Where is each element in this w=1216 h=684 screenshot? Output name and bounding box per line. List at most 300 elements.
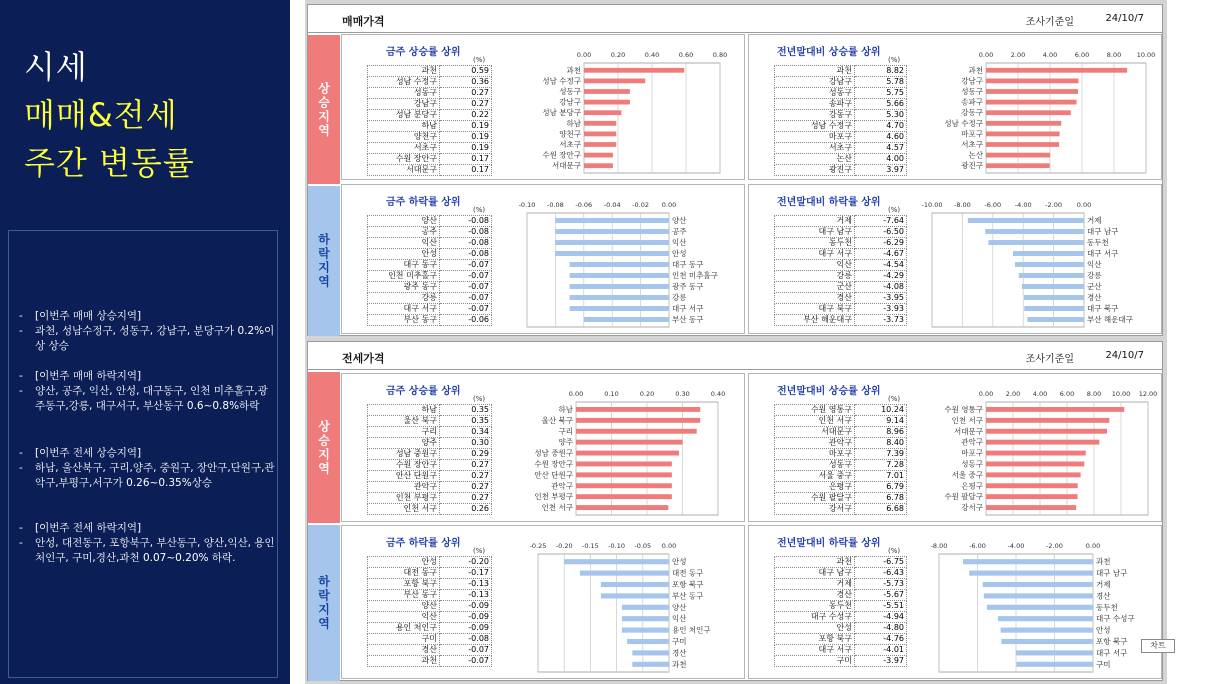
chart-bar bbox=[986, 407, 1124, 412]
rate-value-cell: 6.68 bbox=[855, 504, 907, 515]
table-row bbox=[775, 493, 907, 504]
rate-value-cell: -0.17 bbox=[440, 568, 492, 579]
table-row bbox=[775, 121, 907, 132]
rate-value-cell: -0.08 bbox=[440, 238, 492, 249]
axis-tick-label: 0.00 bbox=[661, 542, 677, 550]
chart-bar bbox=[570, 295, 669, 300]
rate-value-cell: -5.67 bbox=[855, 590, 907, 601]
category-label: 부산 동구 bbox=[672, 315, 704, 324]
axis-tick-label: -6.00 bbox=[969, 542, 986, 550]
section-header bbox=[308, 5, 1162, 33]
category-label: 안성 bbox=[672, 249, 687, 258]
table-row bbox=[368, 88, 492, 99]
rate-value-cell: 7.01 bbox=[855, 471, 907, 482]
category-label: 논산 bbox=[968, 150, 983, 160]
table-row bbox=[368, 634, 492, 645]
region-name-cell: 양천구 bbox=[368, 132, 440, 143]
rate-value-cell: 4.00 bbox=[855, 154, 907, 165]
chart-bar bbox=[986, 494, 1078, 499]
table-row bbox=[368, 99, 492, 110]
category-label: 수원 영통구 bbox=[944, 404, 983, 414]
axis-tick-label: 0.20 bbox=[610, 51, 626, 59]
rate-value-cell: -3.73 bbox=[855, 315, 907, 326]
region-name-cell: 과천 bbox=[368, 66, 440, 77]
table-row bbox=[775, 460, 907, 471]
rise-region-tag: 상승지역 bbox=[308, 372, 340, 523]
category-label: 용인 처인구 bbox=[672, 625, 711, 635]
table-row bbox=[775, 143, 907, 154]
table-row bbox=[775, 77, 907, 88]
chart-bar bbox=[986, 440, 1099, 445]
chart-bar bbox=[632, 662, 669, 667]
category-label: 양천구 bbox=[559, 129, 581, 139]
region-name-cell: 하남 bbox=[368, 121, 440, 132]
category-label: 거제 bbox=[1087, 216, 1102, 225]
region-name-cell: 양주 bbox=[368, 438, 440, 449]
bar-chart bbox=[476, 526, 737, 680]
table-row bbox=[368, 416, 492, 427]
table-row bbox=[368, 427, 492, 438]
category-label: 안성 bbox=[1096, 625, 1111, 635]
axis-tick-label: 0.10 bbox=[604, 390, 619, 398]
chart-panel bbox=[341, 184, 745, 334]
rate-value-cell: 6.79 bbox=[855, 482, 907, 493]
rate-value-cell: -4.94 bbox=[855, 612, 907, 623]
category-label: 구미 bbox=[1096, 659, 1111, 669]
chart-panel bbox=[341, 373, 745, 522]
region-name-cell: 부산 동구 bbox=[368, 590, 440, 601]
region-name-cell: 수원 장안구 bbox=[368, 460, 440, 471]
chart-bar bbox=[984, 593, 1093, 598]
chart-bar bbox=[627, 639, 669, 644]
axis-tick-label: -6.00 bbox=[984, 201, 1002, 209]
unit-label: (%) bbox=[473, 56, 486, 64]
axis-tick-label: -0.20 bbox=[555, 542, 573, 550]
axis-tick-label: -10.00 bbox=[921, 201, 943, 209]
rate-value-cell: 10.24 bbox=[855, 405, 907, 416]
region-name-cell: 광주 동구 bbox=[368, 282, 440, 293]
axis-tick-label: 0.00 bbox=[978, 390, 994, 398]
chart-bar bbox=[601, 582, 669, 587]
chart-bar bbox=[576, 418, 700, 423]
chart-bar bbox=[570, 284, 669, 289]
category-label: 양산 bbox=[672, 216, 687, 225]
chart-bar bbox=[985, 229, 1084, 234]
rate-value-cell: -0.07 bbox=[440, 304, 492, 315]
survey-date: 24/10/7 bbox=[1105, 350, 1144, 361]
table-row bbox=[368, 601, 492, 612]
chart-bar bbox=[988, 240, 1084, 245]
category-label: 강서구 bbox=[961, 503, 983, 513]
region-name-cell: 구미 bbox=[368, 634, 440, 645]
rate-value-cell: -0.07 bbox=[440, 271, 492, 282]
chart-bar bbox=[576, 505, 668, 510]
category-label: 양산 bbox=[672, 602, 687, 612]
rate-value-cell: 0.19 bbox=[440, 132, 492, 143]
category-label: 동두천 bbox=[1087, 238, 1109, 247]
region-name-cell: 서대문구 bbox=[368, 165, 440, 176]
section-header bbox=[308, 342, 1162, 370]
chart-bar bbox=[1019, 273, 1084, 278]
chart-bar bbox=[986, 451, 1086, 456]
chart-bar bbox=[986, 429, 1107, 434]
region-name-cell: 대구 수성구 bbox=[775, 612, 855, 623]
rate-value-cell: -3.97 bbox=[855, 656, 907, 667]
region-name-cell: 양산 bbox=[368, 601, 440, 612]
rate-value-cell: 5.78 bbox=[855, 77, 907, 88]
category-label: 성동구 bbox=[559, 87, 581, 96]
unit-label: (%) bbox=[473, 547, 486, 555]
region-name-cell: 과천 bbox=[775, 66, 855, 77]
category-label: 과천 bbox=[1096, 557, 1111, 567]
chart-bar bbox=[584, 79, 645, 84]
chart-bar bbox=[986, 472, 1081, 477]
table-row bbox=[775, 449, 907, 460]
chart-bar bbox=[564, 559, 669, 564]
chart-bar bbox=[576, 472, 672, 477]
category-label: 강동구 bbox=[961, 108, 983, 118]
category-label: 하남 bbox=[566, 118, 581, 128]
axis-tick-label: -8.00 bbox=[930, 542, 948, 550]
category-label: 서대문구 bbox=[552, 161, 581, 171]
region-name-cell: 구미 bbox=[775, 656, 855, 667]
table-row bbox=[775, 88, 907, 99]
chart-bar bbox=[969, 571, 1093, 576]
region-name-cell: 대구 동구 bbox=[368, 260, 440, 271]
chart-bar bbox=[576, 494, 672, 499]
table-row bbox=[368, 438, 492, 449]
region-name-cell: 강동구 bbox=[775, 110, 855, 121]
region-name-cell: 대구 남구 bbox=[775, 568, 855, 579]
unit-label: (%) bbox=[473, 395, 486, 403]
chart-title: 전년말대비 상승률 상위 bbox=[777, 386, 881, 397]
axis-tick-label: 0.00 bbox=[1085, 542, 1101, 550]
category-label: 하남 bbox=[558, 404, 573, 414]
axis-tick-label: -0.02 bbox=[632, 201, 650, 209]
category-label: 강남구 bbox=[559, 97, 581, 107]
category-label: 성남 수정구 bbox=[944, 118, 983, 128]
region-name-cell: 동두천 bbox=[775, 238, 855, 249]
category-label: 동두천 bbox=[1096, 602, 1118, 612]
table-row bbox=[368, 623, 492, 634]
note-item: - [이번주 전세 상승지역] bbox=[19, 447, 142, 459]
region-name-cell: 인천 서구 bbox=[775, 416, 855, 427]
chart-bar bbox=[986, 132, 1060, 137]
rate-value-cell: 0.27 bbox=[440, 471, 492, 482]
region-name-cell: 과천 bbox=[775, 557, 855, 568]
rate-value-cell: -4.54 bbox=[855, 260, 907, 271]
chart-panel bbox=[748, 373, 1162, 522]
table-row bbox=[368, 154, 492, 165]
rate-value-cell: 9.14 bbox=[855, 416, 907, 427]
category-label: 익산 bbox=[672, 614, 687, 624]
axis-tick-label: 4.00 bbox=[1042, 51, 1058, 59]
unit-label: (%) bbox=[888, 56, 901, 64]
chart-bar bbox=[584, 163, 613, 168]
table-row bbox=[775, 154, 907, 165]
region-name-cell: 은평구 bbox=[775, 482, 855, 493]
rate-value-cell: 8.82 bbox=[855, 66, 907, 77]
rate-value-cell: -0.08 bbox=[440, 249, 492, 260]
axis-tick-label: 0.80 bbox=[712, 51, 728, 59]
survey-date-label: 조사기준일 bbox=[1025, 17, 1074, 28]
region-name-cell: 부산 해운대구 bbox=[775, 315, 855, 326]
category-label: 공주 bbox=[672, 227, 687, 236]
table-row bbox=[368, 557, 492, 568]
category-label: 거제 bbox=[1096, 580, 1111, 589]
chart-bar bbox=[570, 273, 669, 278]
axis-tick-label: -0.15 bbox=[581, 542, 599, 550]
category-label: 양주 bbox=[558, 437, 573, 447]
category-label: 대구 수성구 bbox=[1096, 614, 1135, 624]
rate-value-cell: -5.73 bbox=[855, 579, 907, 590]
note-item: - [이번주 매매 상승지역] bbox=[19, 310, 142, 322]
bar-chart bbox=[465, 185, 737, 335]
rate-value-cell: -0.09 bbox=[440, 623, 492, 634]
chart-bar bbox=[1001, 639, 1093, 644]
rate-value-cell: -3.95 bbox=[855, 293, 907, 304]
region-name-cell: 수원 영통구 bbox=[775, 405, 855, 416]
chart-bar bbox=[968, 218, 1084, 223]
axis-tick-label: 0.00 bbox=[576, 51, 592, 59]
rate-value-cell: 0.35 bbox=[440, 416, 492, 427]
axis-tick-label: 0.30 bbox=[675, 390, 690, 398]
region-name-cell: 대구 남구 bbox=[775, 227, 855, 238]
chart-bar bbox=[986, 483, 1078, 488]
slide-title-line3: 주간 변동률 bbox=[24, 144, 195, 182]
rate-value-cell: 3.97 bbox=[855, 165, 907, 176]
axis-tick-label: 0.00 bbox=[568, 390, 584, 398]
category-label: 인천 부평구 bbox=[534, 492, 573, 502]
rate-value-cell: -0.13 bbox=[440, 579, 492, 590]
rate-value-cell: -3.93 bbox=[855, 304, 907, 315]
rate-value-cell: 6.78 bbox=[855, 493, 907, 504]
region-name-cell: 구리 bbox=[368, 427, 440, 438]
rate-value-cell: -0.08 bbox=[440, 634, 492, 645]
axis-tick-label: 6.00 bbox=[1074, 51, 1090, 59]
category-label: 울산 북구 bbox=[541, 415, 573, 425]
chart-title: 전년말대비 하락률 상위 bbox=[777, 197, 881, 208]
rate-value-cell: -4.80 bbox=[855, 623, 907, 634]
region-name-cell: 강남구 bbox=[775, 77, 855, 88]
rate-value-cell: -7.64 bbox=[855, 216, 907, 227]
category-label: 관악구 bbox=[551, 481, 573, 491]
rate-value-cell: -6.43 bbox=[855, 568, 907, 579]
rate-value-cell: 0.27 bbox=[440, 493, 492, 504]
category-label: 강남구 bbox=[961, 76, 983, 86]
region-name-cell: 서대문구 bbox=[775, 427, 855, 438]
region-name-cell: 성동구 bbox=[775, 88, 855, 99]
rate-value-cell: -0.20 bbox=[440, 557, 492, 568]
axis-tick-label: -8.00 bbox=[953, 201, 971, 209]
axis-tick-label: 0.00 bbox=[1076, 201, 1092, 209]
fall-region-tag: 하락지역 bbox=[308, 525, 340, 681]
category-label: 과천 bbox=[672, 659, 687, 669]
region-name-cell: 성동구 bbox=[368, 88, 440, 99]
note-item: - [이번주 전세 하락지역] bbox=[19, 522, 142, 534]
rate-value-cell: 0.34 bbox=[440, 427, 492, 438]
table-row bbox=[775, 405, 907, 416]
rate-value-cell: 5.66 bbox=[855, 99, 907, 110]
region-name-cell: 동두천 bbox=[775, 601, 855, 612]
category-label: 서울 중구 bbox=[951, 470, 983, 480]
category-label: 수원 장안구 bbox=[534, 459, 573, 469]
slide-left-panel bbox=[0, 0, 290, 684]
table-row bbox=[368, 612, 492, 623]
category-label: 안성 bbox=[672, 557, 687, 567]
unit-label: (%) bbox=[888, 547, 901, 555]
region-name-cell: 수원 장안구 bbox=[368, 154, 440, 165]
category-label: 강릉 bbox=[1087, 271, 1102, 280]
ranking-table bbox=[367, 65, 492, 176]
category-label: 은평구 bbox=[961, 481, 983, 491]
table-row bbox=[368, 132, 492, 143]
category-label: 서초구 bbox=[559, 140, 581, 149]
region-name-cell: 논산 bbox=[775, 154, 855, 165]
region-name-cell: 부산 동구 bbox=[368, 315, 440, 326]
chart-bar bbox=[580, 571, 669, 576]
category-label: 경산 bbox=[1087, 293, 1102, 302]
category-label: 수원 장안구 bbox=[542, 150, 581, 160]
rate-value-cell: 0.29 bbox=[440, 449, 492, 460]
region-name-cell: 경산 bbox=[368, 645, 440, 656]
region-name-cell: 군산 bbox=[775, 282, 855, 293]
chart-title: 금주 하락률 상위 bbox=[386, 197, 461, 208]
region-name-cell: 경산 bbox=[775, 590, 855, 601]
chart-bar bbox=[983, 582, 1093, 587]
category-label: 성남 수정구 bbox=[542, 76, 581, 86]
axis-tick-label: 8.00 bbox=[1086, 390, 1102, 398]
chart-bar bbox=[584, 100, 630, 105]
category-label: 군산 bbox=[1087, 282, 1102, 291]
rise-region-tag: 상승지역 bbox=[308, 35, 340, 184]
rate-value-cell: -4.67 bbox=[855, 249, 907, 260]
chart-bar bbox=[576, 440, 683, 445]
table-row bbox=[368, 656, 492, 667]
category-label: 익산 bbox=[1087, 260, 1102, 269]
chart-bar bbox=[986, 461, 1084, 466]
table-row bbox=[368, 405, 492, 416]
chart-bar bbox=[584, 89, 630, 94]
rate-value-cell: 0.27 bbox=[440, 482, 492, 493]
chart-bar bbox=[576, 483, 672, 488]
region-name-cell: 하남 bbox=[368, 405, 440, 416]
region-name-cell: 관악구 bbox=[368, 482, 440, 493]
region-name-cell: 공주 bbox=[368, 227, 440, 238]
table-row bbox=[368, 449, 492, 460]
category-label: 서초구 bbox=[961, 140, 983, 149]
table-row bbox=[368, 471, 492, 482]
rate-value-cell: 4.57 bbox=[855, 143, 907, 154]
region-name-cell: 대구 서구 bbox=[368, 304, 440, 315]
region-name-cell: 익산 bbox=[775, 260, 855, 271]
rate-value-cell: -4.29 bbox=[855, 271, 907, 282]
rate-value-cell: 0.59 bbox=[440, 66, 492, 77]
table-row bbox=[775, 165, 907, 176]
bar-chart bbox=[924, 374, 1216, 523]
axis-tick-label: -0.10 bbox=[518, 201, 536, 209]
table-row bbox=[368, 590, 492, 601]
chart-tooltip: 차트 bbox=[1141, 639, 1175, 653]
rate-value-cell: -6.50 bbox=[855, 227, 907, 238]
axis-tick-label: -2.00 bbox=[1045, 201, 1063, 209]
region-name-cell: 성동구 bbox=[775, 460, 855, 471]
ranking-table bbox=[367, 556, 492, 667]
chart-bar bbox=[1017, 662, 1093, 667]
unit-label: (%) bbox=[473, 206, 486, 214]
axis-tick-label: -2.00 bbox=[1046, 542, 1063, 550]
chart-bar bbox=[632, 650, 669, 655]
region-name-cell: 성남 분당구 bbox=[368, 110, 440, 121]
category-label: 인천 서구 bbox=[951, 415, 983, 425]
rate-value-cell: 0.26 bbox=[440, 504, 492, 515]
chart-bar bbox=[622, 605, 669, 610]
axis-tick-label: -0.05 bbox=[634, 542, 652, 550]
category-label: 수원 팔달구 bbox=[944, 492, 983, 502]
region-name-cell: 강서구 bbox=[775, 504, 855, 515]
region-name-cell: 성남 수정구 bbox=[775, 121, 855, 132]
axis-tick-label: 6.00 bbox=[1059, 390, 1075, 398]
axis-tick-label: 2.00 bbox=[1010, 51, 1026, 59]
chart-bar bbox=[1027, 317, 1084, 322]
axis-tick-label: -0.06 bbox=[575, 201, 593, 209]
chart-bar bbox=[584, 110, 621, 115]
axis-tick-label: -4.00 bbox=[1007, 542, 1025, 550]
ranking-table bbox=[367, 404, 492, 515]
table-row bbox=[368, 568, 492, 579]
region-name-cell: 익산 bbox=[368, 612, 440, 623]
region-name-cell: 포항 북구 bbox=[775, 634, 855, 645]
chart-bar bbox=[986, 142, 1059, 147]
rate-value-cell: -0.07 bbox=[440, 656, 492, 667]
region-name-cell: 수원 팔달구 bbox=[775, 493, 855, 504]
section-title: 매매가격 bbox=[342, 15, 385, 28]
category-label: 과천 bbox=[566, 65, 581, 75]
rate-value-cell: 0.19 bbox=[440, 143, 492, 154]
table-row bbox=[368, 121, 492, 132]
region-name-cell: 대구 서구 bbox=[775, 249, 855, 260]
chart-panel bbox=[748, 184, 1162, 334]
rate-value-cell: -0.06 bbox=[440, 315, 492, 326]
rate-value-cell: 0.17 bbox=[440, 154, 492, 165]
region-name-cell: 인천 부평구 bbox=[368, 493, 440, 504]
chart-bar bbox=[986, 89, 1078, 94]
fall-region-tag: 하락지역 bbox=[308, 186, 340, 336]
chart-bar bbox=[584, 132, 616, 137]
axis-tick-label: 0.00 bbox=[978, 51, 994, 59]
table-row bbox=[775, 416, 907, 427]
category-label: 대전 동구 bbox=[672, 568, 704, 578]
table-row bbox=[368, 110, 492, 121]
category-label: 구리 bbox=[558, 426, 573, 436]
chart-bar bbox=[555, 218, 669, 223]
chart-title: 금주 하락률 상위 bbox=[386, 538, 461, 549]
table-row bbox=[775, 504, 907, 515]
table-row bbox=[775, 110, 907, 121]
rate-value-cell: -0.08 bbox=[440, 216, 492, 227]
chart-bar bbox=[986, 110, 1071, 115]
chart-bar bbox=[986, 505, 1076, 510]
axis-tick-label: 0.00 bbox=[661, 201, 677, 209]
region-name-cell: 양산 bbox=[368, 216, 440, 227]
rate-value-cell: -6.29 bbox=[855, 238, 907, 249]
region-name-cell: 안성 bbox=[775, 623, 855, 634]
rate-value-cell: -6.75 bbox=[855, 557, 907, 568]
category-label: 대구 북구 bbox=[1087, 304, 1119, 313]
region-name-cell: 강릉 bbox=[775, 271, 855, 282]
bar-chart bbox=[870, 185, 1152, 335]
region-name-cell: 경산 bbox=[775, 293, 855, 304]
